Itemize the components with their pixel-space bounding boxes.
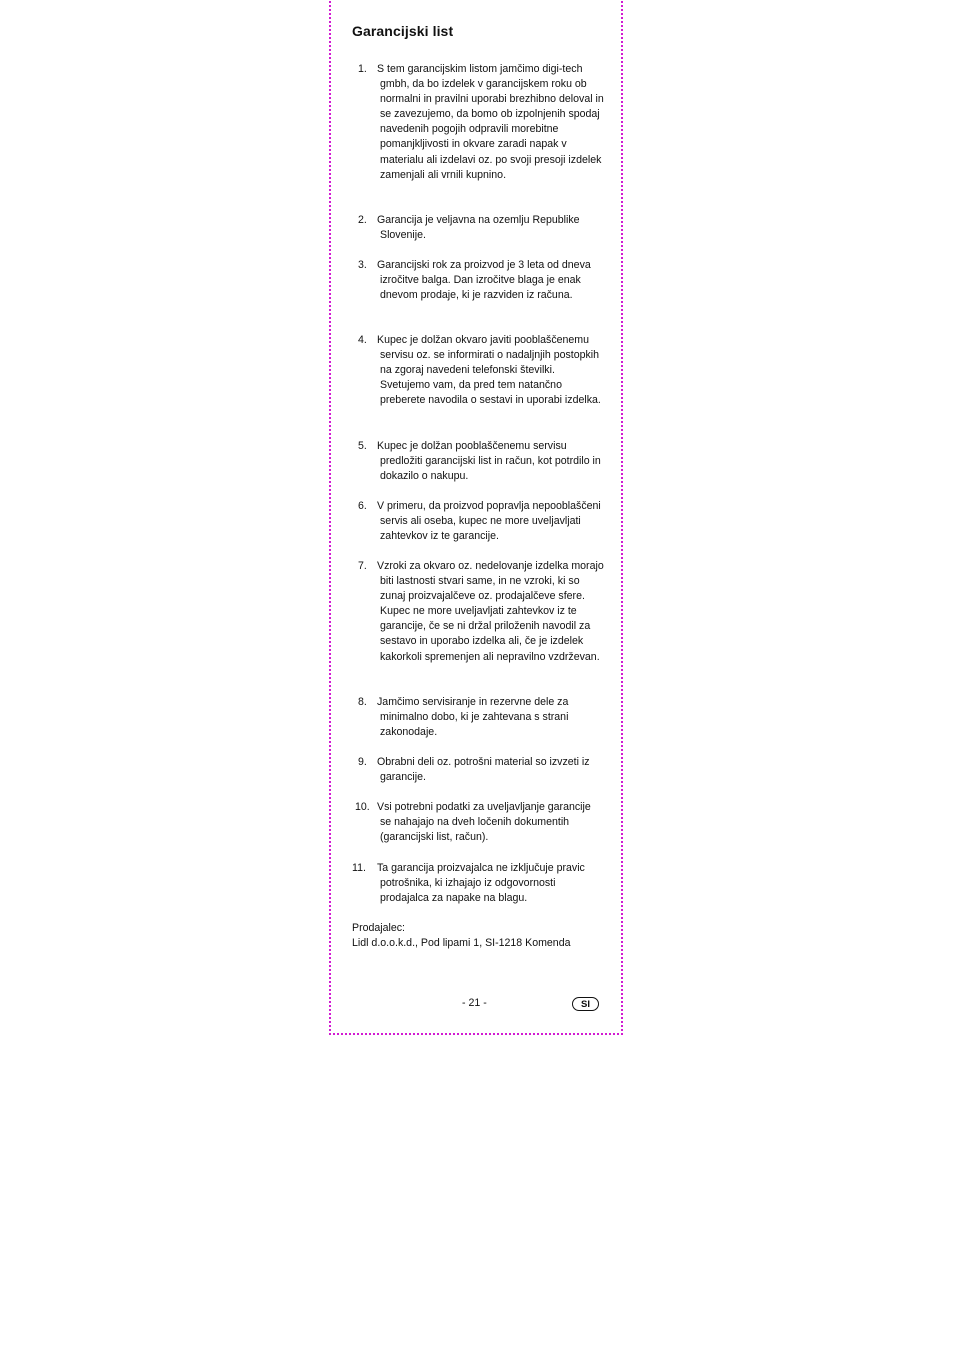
document-title: Garancijski list [352,23,454,39]
item-number: 5. [358,440,367,452]
page-number: - 21 - [462,997,487,1009]
seller-block [352,921,570,951]
item-text: Garancija je veljavna na ozemlju Republike Slovenije. [377,214,580,242]
item-number: 3. [358,259,367,271]
item-text: Kupec je dolžan okvaro javiti pooblaščenemu servisu oz. se informirati o nadaljnjih postopkih na zgoraj navedeni telefonski številki. Svetujemo vam, da pred tem natančno preberete navodila o sestavi in uporabi izdelka. [377,334,601,407]
item-text: V primeru, da proizvod popravlja nepooblaščeni servis ali oseba, kupec ne more uveljavljati zahtevkov iz te garancije. [377,500,601,543]
item-text: Kupec je dolžan pooblaščenemu servisu predložiti garancijski list in račun, kot potrdilo in dokazilo o nakupu. [377,440,601,483]
item-text: Jamčimo servisiranje in rezervne dele za minimalno dobo, ki je zahtevana s strani zakonodaje. [377,696,569,739]
list-item-1 [352,62,604,183]
list-item-8 [352,695,604,740]
list-item-5 [352,439,604,484]
seller-address: Lidl d.o.o.k.d., Pod lipami 1, SI-1218 Komenda [352,937,571,950]
item-text: Vzroki za okvaro oz. nedelovanje izdelka morajo biti lastnosti stvari same, in ne vzroki, ki so zunaj proizvajalčeve oz. prodajalčeve sfere. Kupec ne more uveljavljati zahtevkov iz te garancije, če se ni držal priloženih navodil za sestavo in uporabo izdelka ali, če je izdelek kakorkoli spremenjen ali nepravilno vzdrževan. [377,560,604,663]
item-text: S tem garancijskim listom jamčimo digi-tech gmbh, da bo izdelek v garancijskem roku ob normalni in pravilni uporabi brezhibno deloval in se zavezujemo, da bomo ob izpolnjenih spodaj navedenih pogojih odpravili morebitne pomanjkljivosti in okvare zaradi napak v materialu ali izdelavi oz. po svoji presoji izdelek zamenjali ali vrnili kupnino. [377,63,604,181]
item-number: 7. [358,560,367,572]
list-item-6 [352,499,604,544]
language-badge: SI [572,997,599,1011]
item-text: Garancijski rok za proizvod je 3 leta od dneva izročitve balga. Dan izročitve blaga je enak dnevom prodaje, ki je razviden iz računa. [377,259,591,302]
item-number: 4. [358,334,367,346]
item-number: 10. [355,801,370,813]
item-number: 1. [358,63,367,75]
list-item-11 [352,861,604,906]
seller-label: Prodajalec: [352,922,405,934]
list-item-4 [352,333,604,408]
item-number: 9. [358,756,367,768]
item-number: 11. [352,862,366,874]
list-item-10 [352,800,604,845]
item-text: Vsi potrebni podatki za uveljavljanje garancije se nahajajo na dveh ločenih dokumentih (garancijski list, račun). [377,801,591,844]
item-number: 8. [358,696,367,708]
item-text: Obrabni deli oz. potrošni material so izvzeti iz garancije. [377,756,590,784]
item-text: Ta garancija proizvajalca ne izključuje pravic potrošnika, ki izhajajo iz odgovornosti prodajalca za napake na blagu. [377,862,585,905]
list-item-9 [352,755,604,785]
item-number: 2. [358,214,367,226]
list-item-2 [352,213,604,243]
list-item-7 [352,559,604,665]
list-item-3 [352,258,604,303]
item-number: 6. [358,500,367,512]
